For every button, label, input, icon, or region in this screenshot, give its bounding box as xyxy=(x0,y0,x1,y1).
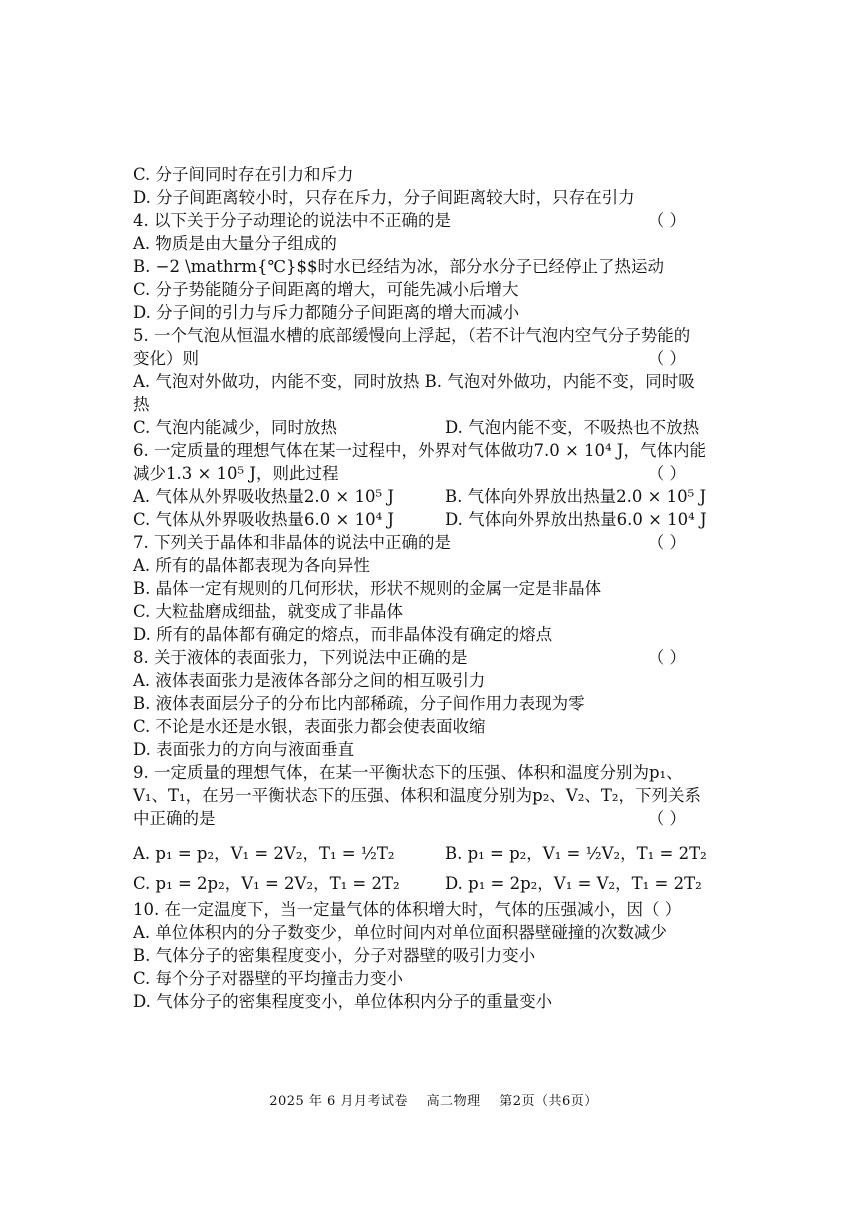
question-6-line1: 6. 一定质量的理想气体在某一过程中，外界对气体做功7.0 × 10⁴ J，气体内能 xyxy=(133,441,707,460)
option-5d: D. 气泡内能不变，不吸热也不放热 xyxy=(445,418,700,437)
footer-exam: 2025 年 6 月月考试卷 xyxy=(269,1094,408,1109)
option-4b: B. −2 \mathrm{℃}$$时水已经结为冰，部分水分子已经停止了热运动 xyxy=(133,257,664,276)
answer-paren: （ ） xyxy=(647,464,686,483)
answer-paren: （ ） xyxy=(647,211,686,230)
option-6c: C. 气体从外界吸收热量6.0 × 10⁴ J xyxy=(133,510,395,529)
option-9b: B. p₁ = p₂，V₁ = ½V₂，T₁ = 2T₂ xyxy=(445,843,707,863)
question-5-line1: 5. 一个气泡从恒温水槽的底部缓慢向上浮起，（若不计气泡内空气分子势能的 xyxy=(133,326,691,345)
option-8a: A. 液体表面张力是液体各部分之间的相互吸引力 xyxy=(133,671,486,690)
option-3c: C. 分子间同时存在引力和斥力 xyxy=(133,165,354,184)
question-5-line2 xyxy=(133,347,738,370)
question-7 xyxy=(133,531,738,554)
option-9d: D. p₁ = 2p₂，V₁ = V₂，T₁ = 2T₂ xyxy=(445,873,702,893)
option-8b: B. 液体表面层分子的分布比内部稀疏，分子间作用力表现为零 xyxy=(133,694,585,713)
option-7d: D. 所有的晶体都有确定的熔点，而非晶体没有确定的熔点 xyxy=(133,625,553,644)
option-4d: D. 分子间的引力与斥力都随分子间距离的增大而减小 xyxy=(133,303,520,322)
option-9c: C. p₁ = 2p₂，V₁ = 2V₂，T₁ = 2T₂ xyxy=(133,873,400,893)
question-8 xyxy=(133,646,738,669)
option-10b: B. 气体分子的密集程度变小，分子对器壁的吸引力变小 xyxy=(133,946,536,965)
option-8d: D. 表面张力的方向与液面垂直 xyxy=(133,740,355,759)
question-10: 10. 在一定温度下，当一定量气体的体积增大时，气体的压强减小，因（ ） xyxy=(133,900,682,919)
option-5ab: A. 气泡对外做功，内能不变，同时放热 B. 气泡对外做功，内能不变，同时吸 xyxy=(133,372,695,391)
options-5cd xyxy=(133,416,738,439)
option-6a: A. 气体从外界吸收热量2.0 × 10⁵ J xyxy=(133,487,394,506)
question-8-text: 8. 关于液体的表面张力，下列说法中正确的是 xyxy=(133,648,468,667)
question-5-text: 变化）则 xyxy=(133,349,199,368)
option-4c: C. 分子势能随分子间距离的增大，可能先减小后增大 xyxy=(133,280,519,299)
option-5b-cont: 热 xyxy=(133,395,150,414)
options-9ab xyxy=(133,838,738,868)
options-9cd xyxy=(133,868,738,898)
question-9-line2: V₁、T₁，在另一平衡状态下的压强、体积和温度分别为p₂、V₂、T₂，下列关系 xyxy=(133,786,701,805)
answer-paren: （ ） xyxy=(647,809,686,828)
question-7-text: 7. 下列关于晶体和非晶体的说法中正确的是 xyxy=(133,533,451,552)
option-7a: A. 所有的晶体都表现为各向异性 xyxy=(133,556,370,575)
page-footer xyxy=(0,1090,867,1109)
answer-paren: （ ） xyxy=(647,648,686,667)
option-10a: A. 单位体积内的分子数变少，单位时间内对单位面积器壁碰撞的次数减少 xyxy=(133,923,667,942)
question-9-line3 xyxy=(133,807,738,830)
option-4a: A. 物质是由大量分子组成的 xyxy=(133,234,337,253)
question-4 xyxy=(133,209,738,232)
options-6ab xyxy=(133,485,738,508)
footer-page-number: 第2页（共6页） xyxy=(499,1094,598,1109)
question-6-line2 xyxy=(133,462,738,485)
option-5c: C. 气泡内能减少，同时放热 xyxy=(133,418,338,437)
option-8c: C. 不论是水还是水银，表面张力都会使表面收缩 xyxy=(133,717,486,736)
option-7b: B. 晶体一定有规则的几何形状，形状不规则的金属一定是非晶体 xyxy=(133,579,602,598)
question-6-text: 减少1.3 × 10⁵ J，则此过程 xyxy=(133,464,339,483)
answer-paren: （ ） xyxy=(647,533,686,552)
question-9-line1: 9. 一定质量的理想气体，在某一平衡状态下的压强、体积和温度分别为p₁、 xyxy=(133,763,683,782)
option-3d: D. 分子间距离较小时，只存在斥力，分子间距离较大时，只存在引力 xyxy=(133,188,635,207)
option-7c: C. 大粒盐磨成细盐，就变成了非晶体 xyxy=(133,602,404,621)
option-6b: B. 气体向外界放出热量2.0 × 10⁵ J xyxy=(445,487,707,506)
option-10d: D. 气体分子的密集程度变小，单位体积内分子的重量变小 xyxy=(133,992,553,1011)
options-6cd xyxy=(133,508,738,531)
option-9a: A. p₁ = p₂，V₁ = 2V₂，T₁ = ½T₂ xyxy=(133,843,395,863)
question-4-text: 4. 以下关于分子动理论的说法中不正确的是 xyxy=(133,211,451,230)
option-6d: D. 气体向外界放出热量6.0 × 10⁴ J xyxy=(445,510,707,529)
option-10c: C. 每个分子对器壁的平均撞击力变小 xyxy=(133,969,404,988)
footer-subject: 高二物理 xyxy=(426,1094,481,1109)
question-content xyxy=(133,163,738,1013)
answer-paren: （ ） xyxy=(647,349,686,368)
question-9-text: 中正确的是 xyxy=(133,809,216,828)
